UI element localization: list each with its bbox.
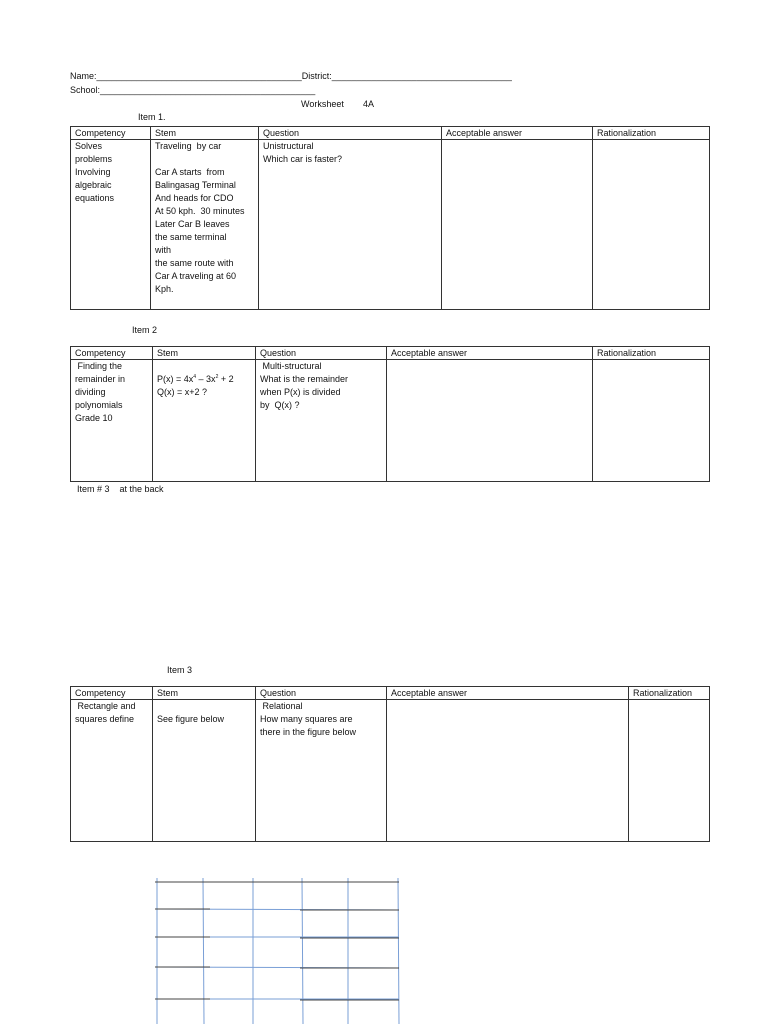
figure-vertical-line <box>302 878 303 1024</box>
col-header-stem: Stem <box>153 347 256 360</box>
item1-competency: Solves problems Involving algebraic equations <box>71 140 151 310</box>
item3-note: Item # 3 at the back <box>77 484 164 494</box>
item2-question: Multi-structural What is the remainder when P(x) is divided by Q(x) ? <box>256 360 387 482</box>
table-row <box>71 700 710 842</box>
table-header-row <box>71 127 710 140</box>
item3-competency: Rectangle and squares define <box>71 700 153 842</box>
col-header-stem: Stem <box>151 127 259 140</box>
col-header-question: Question <box>256 347 387 360</box>
table-row <box>71 140 710 310</box>
item3-stem: See figure below <box>153 700 256 842</box>
table-header-row <box>71 347 710 360</box>
item3-rationalization[interactable] <box>629 700 710 842</box>
col-header-stem: Stem <box>153 687 256 700</box>
col-header-acceptable-answer: Acceptable answer <box>387 347 593 360</box>
col-header-rationalization: Rationalization <box>629 687 710 700</box>
col-header-acceptable-answer: Acceptable answer <box>387 687 629 700</box>
item1-title: Item 1. <box>138 112 166 122</box>
item3-question: Relational How many squares are there in the figure below <box>256 700 387 842</box>
item3-table <box>70 686 710 842</box>
col-header-acceptable-answer: Acceptable answer <box>442 127 593 140</box>
col-header-question: Question <box>256 687 387 700</box>
item2-competency: Finding the remainder in dividing polynomials Grade 10 <box>71 360 153 482</box>
col-header-question: Question <box>259 127 442 140</box>
item1-question: Unistructural Which car is faster? <box>259 140 442 310</box>
figure-vertical-line <box>203 878 204 1024</box>
item3-title: Item 3 <box>167 665 193 675</box>
worksheet-label: Worksheet <box>301 99 344 109</box>
item2-table <box>70 346 710 482</box>
item2-acceptable-answer[interactable] <box>387 360 593 482</box>
item2-stem <box>153 360 256 482</box>
item1-rationalization[interactable] <box>593 140 710 310</box>
item1-table <box>70 126 710 310</box>
col-header-competency: Competency <box>71 347 153 360</box>
name-district-line: Name:_________________________________________District:____________________________________ <box>70 71 512 81</box>
item1-acceptable-answer[interactable] <box>442 140 593 310</box>
col-header-rationalization: Rationalization <box>593 347 710 360</box>
table-row <box>71 360 710 482</box>
col-header-rationalization: Rationalization <box>593 127 710 140</box>
polynomial-qx: Q(x) = x+2 ? <box>157 387 208 397</box>
table-header-row <box>71 687 710 700</box>
school-line: School:___________________________________________ <box>70 85 316 95</box>
item2-rationalization[interactable] <box>593 360 710 482</box>
item3-acceptable-answer[interactable] <box>387 700 629 842</box>
figure-vertical-line <box>398 878 399 1024</box>
col-header-competency: Competency <box>71 127 151 140</box>
squares-figure <box>150 876 405 1024</box>
item2-title: Item 2 <box>132 325 158 335</box>
polynomial-px: $P(x) = 4x^4 - 3x^2 + 2$ <box>157 374 234 384</box>
item1-stem: Traveling by car Car A starts from Balingasag Terminal And heads for CDO At 50 kph. 30 minutes Later Car B leaves the same terminal with the same route with Car A traveling at 60 Kph. <box>151 140 259 310</box>
col-header-competency: Competency <box>71 687 153 700</box>
worksheet-code: 4A <box>363 99 375 109</box>
